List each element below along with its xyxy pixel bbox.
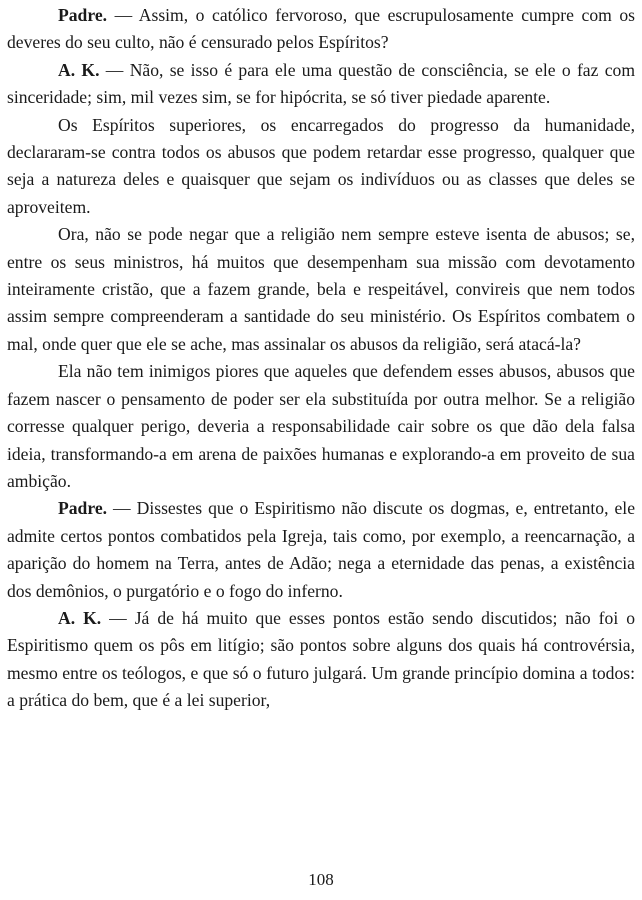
paragraph-1 (7, 2, 635, 57)
speaker-name: Padre. (58, 5, 108, 25)
paragraph-text: — Já de há muito que esses pontos estão sendo discutidos; não foi o Espiritismo quem os pôs em litígio; são pontos sobre alguns dos quais há controvérsia, mesmo entre os teólogos, e que só o futuro julgará. Um grande princípio domina a todos: a prática do bem, que é a lei superior, (7, 607, 635, 711)
paragraph-text: Ela não tem inimigos piores que aqueles que defendem esses abusos, abusos que fazem nascer o pensamento de poder ser ela substituída por outra melhor. Se a religião corresse qualquer perigo, deveria a responsabilidade cair sobre os que dão dela falsa ideia, transformando-a em arena de paixões humanas e explorando-a em proveito de sua ambição. (7, 361, 635, 491)
page-number: 108 (308, 870, 334, 889)
paragraph-4 (7, 221, 635, 358)
paragraph-6 (7, 495, 635, 605)
paragraph-text: — Dissestes que o Espiritismo não discute os dogmas, e, entretanto, ele admite certos pontos combatidos pela Igreja, tais como, por exemplo, a reencarnação, a aparição do homem na Terra, antes de Adão; nega a eternidade das penas, a existência dos demônios, o purgatório e o fogo do inferno. (7, 498, 635, 601)
speaker-name: A. K. (58, 607, 102, 628)
paragraph-7 (7, 605, 635, 715)
paragraph-text: Ora, não se pode negar que a religião nem sempre esteve isenta de abusos; se, entre os seus ministros, há muitos que desempenham sua missão com devotamento inteiramente cristão, que a fazem grande, bela e respeitável, convireis que nem todos assim sempre compreenderam a santidade do seu ministério. Os Espíritos combatem o mal, onde quer que ele se ache, mas assinalar os abusos da religião, será atacá-la? (7, 224, 635, 354)
paragraph-5 (7, 358, 635, 495)
paragraph-text: — Assim, o católico fervoroso, que escrupulosamente cumpre com os deveres do seu culto, não é censurado pelos Espíritos? (7, 5, 635, 53)
paragraph-2 (7, 57, 635, 112)
speaker-name: Padre. (58, 498, 108, 519)
speaker-name: A. K. (58, 59, 100, 80)
paragraph-text: — Não, se isso é para ele uma questão de consciência, se ele o faz com sinceridade; sim, mil vezes sim, se for hipócrita, se só tiver piedade aparente. (7, 59, 636, 108)
page-body (7, 2, 635, 715)
paragraph-text: Os Espíritos superiores, os encarregados do progresso da humanidade, declararam-se contra todos os abusos que podem retardar esse progresso, qualquer que seja a natureza deles e quaisquer que sejam os indivíduos ou as classes que deles se aproveitem. (7, 114, 635, 217)
paragraph-3 (7, 112, 635, 222)
